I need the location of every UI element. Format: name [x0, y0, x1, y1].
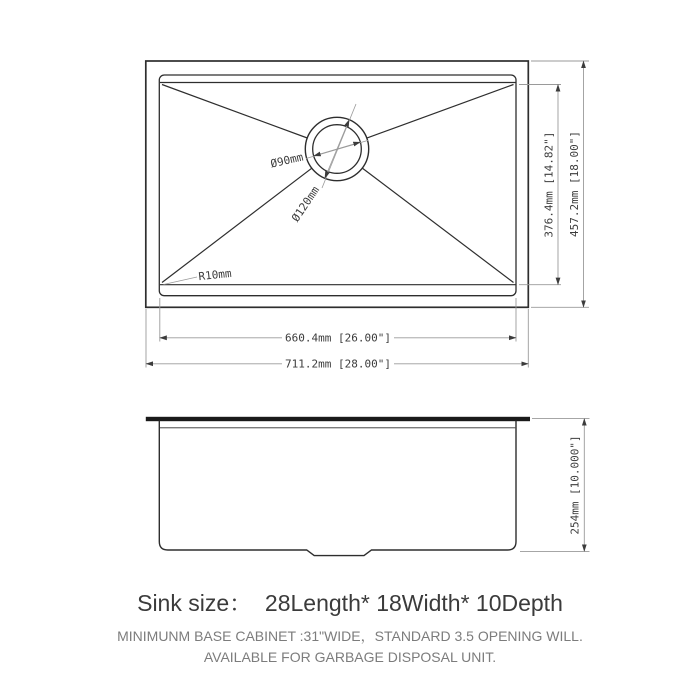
dim-bowl-depth-fb [543, 85, 559, 285]
sink-bowl-opening [159, 75, 516, 296]
sink-size-title: Sink size： 28Length* 18Width* 10Depth [137, 590, 563, 616]
sink-bowl-profile [159, 421, 516, 556]
dim-bowl-width [160, 331, 516, 344]
side-view [146, 417, 590, 556]
dim-corner-radius-label: R10mm [197, 266, 233, 284]
dim-overall-width [146, 357, 528, 370]
footer-text [0, 589, 700, 668]
dim-overall-width-label: 711.2mm [28.00"] [285, 357, 391, 371]
dim-depth [568, 419, 584, 552]
sink-rim-flange [146, 417, 530, 421]
cabinet-note-line1: MINIMUNM BASE CABINET :31"WIDE，STANDARD 3.5 OPENING WILL. [117, 627, 583, 644]
top-view [146, 61, 589, 371]
dim-corner-radius [164, 267, 233, 285]
dim-bowl-depth-fb-label: 376.4mm [14.82"] [542, 131, 556, 238]
dim-bowl-width-label: 660.4mm [26.00"] [285, 331, 391, 345]
bowl-crease-lines [162, 85, 514, 283]
dim-overall-fb-label: 457.2mm [18.00"] [568, 131, 581, 237]
dim-overall-fb [568, 61, 584, 307]
dim-depth-label: 254mm [10.000"] [568, 435, 582, 535]
cabinet-note-line2: AVAILABLE FOR GARBAGE DISPOSAL UNIT. [203, 648, 497, 665]
dim-drain-120-label: Ø120mm [289, 183, 323, 225]
dim-drain-90-label: Ø90mm [269, 150, 305, 171]
